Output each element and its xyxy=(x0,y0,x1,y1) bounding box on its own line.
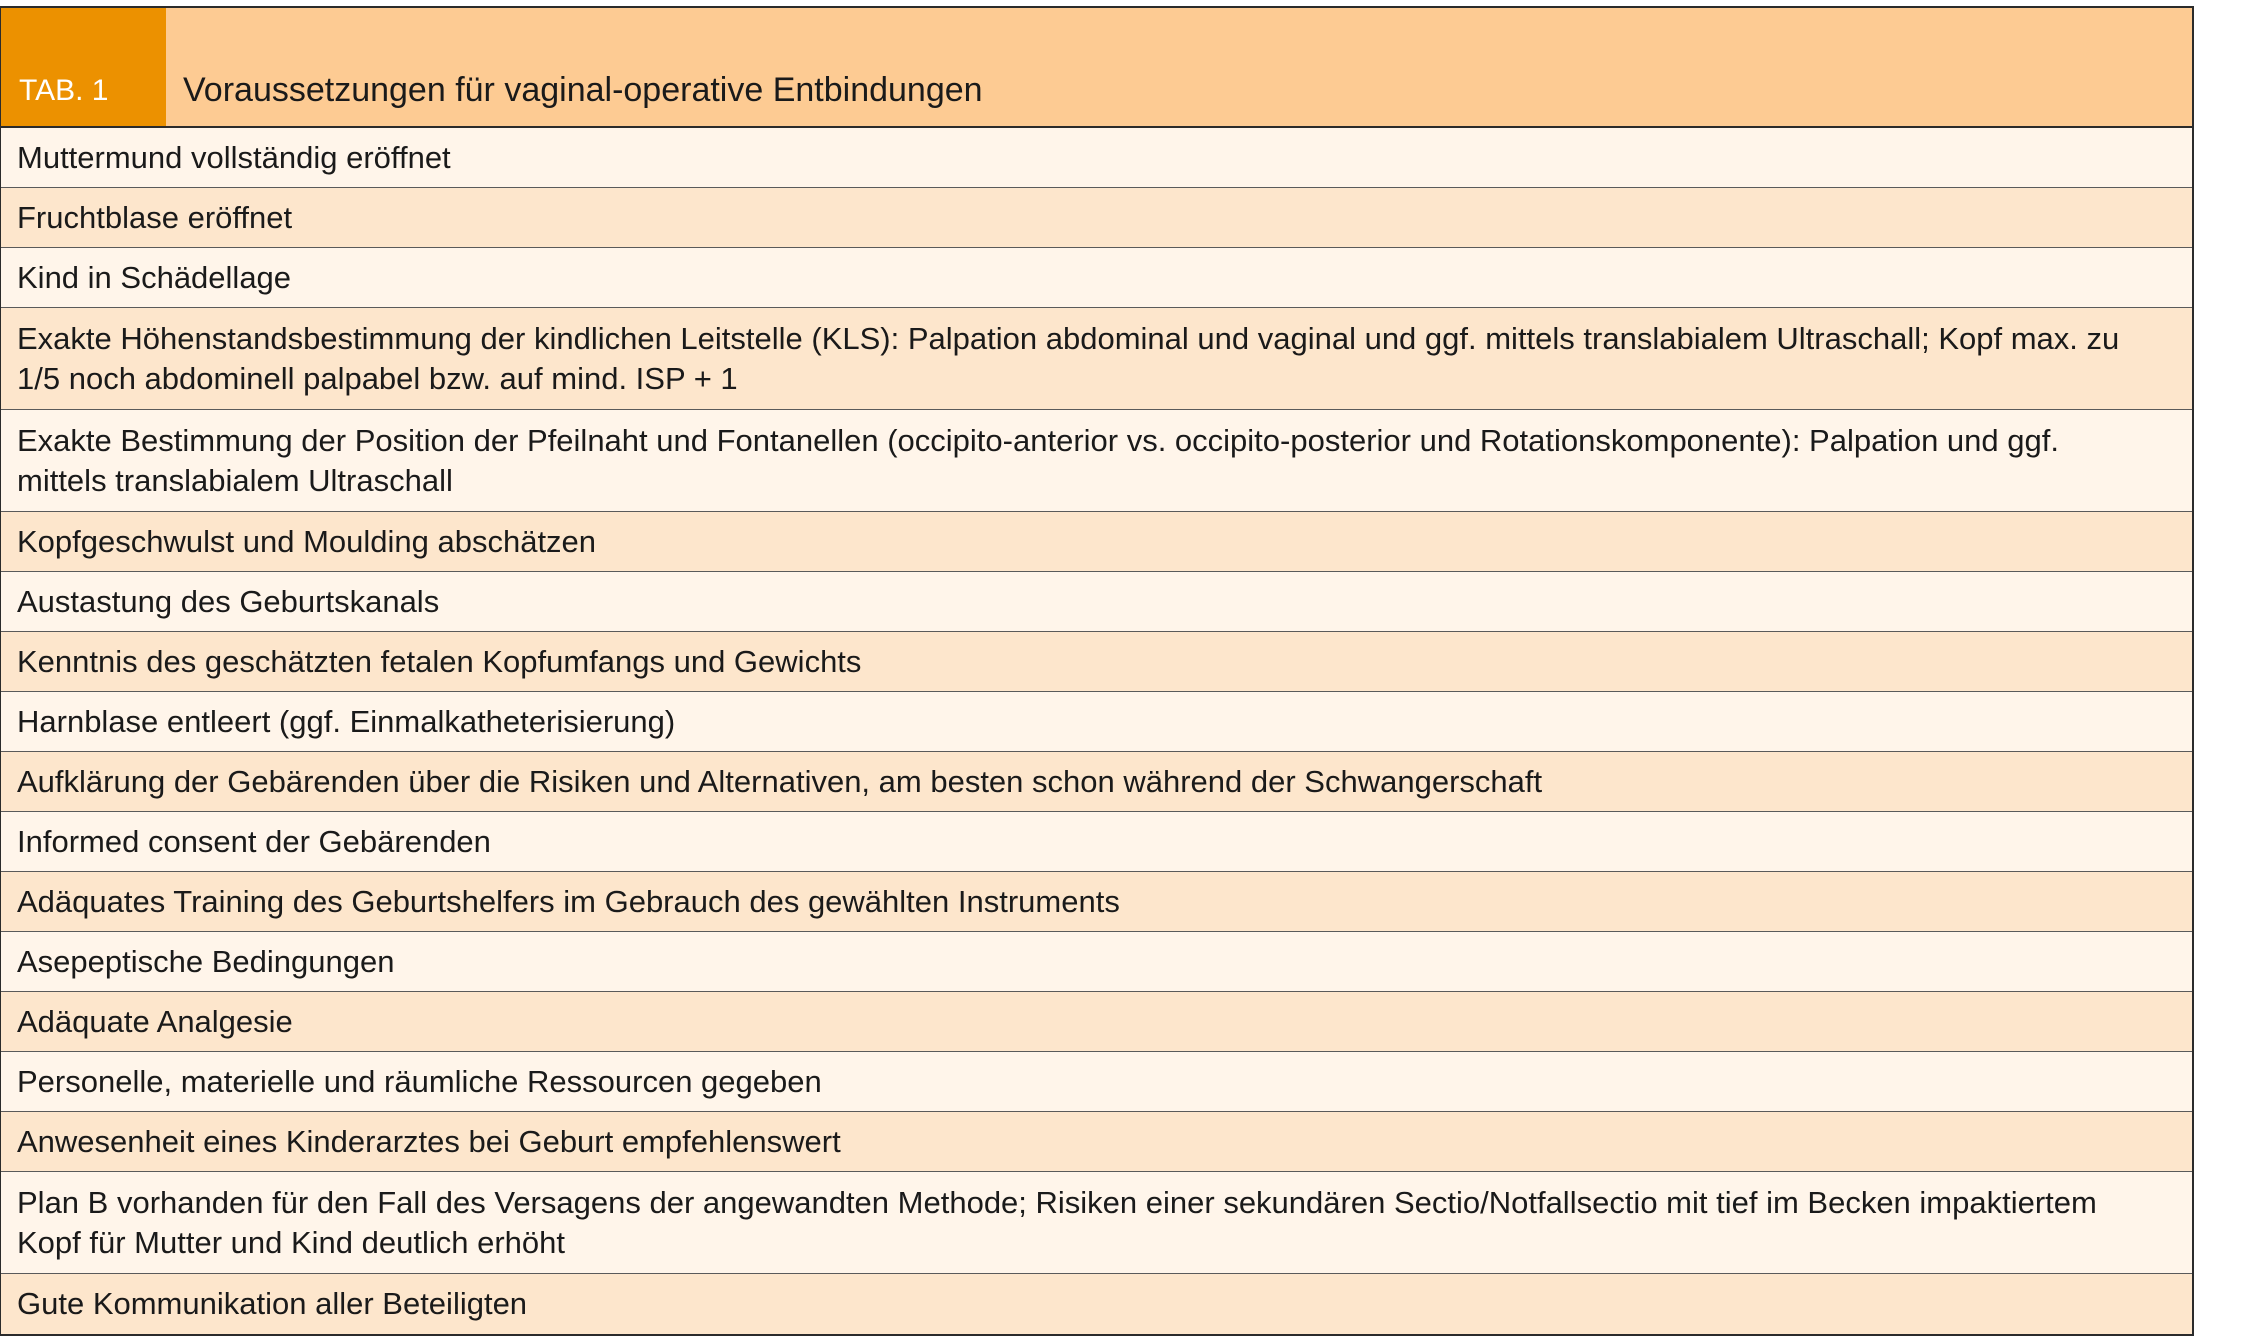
row-text: Muttermund vollständig eröffnet xyxy=(17,139,451,175)
row-text: Harnblase entleert (ggf. Einmalkatheterisierung) xyxy=(17,703,676,739)
table-header xyxy=(1,8,2192,128)
requirements-table xyxy=(0,6,2194,1336)
table-row xyxy=(1,128,2192,188)
row-text: Fruchtblase eröffnet xyxy=(17,199,293,235)
row-text: Adäquate Analgesie xyxy=(17,1003,293,1039)
table-row xyxy=(1,992,2192,1052)
row-text: Informed consent der Gebärenden xyxy=(17,823,491,859)
row-text: Aufklärung der Gebärenden über die Risiken und Alternativen, am besten schon während der Schwangerschaft xyxy=(17,763,1543,799)
table-row xyxy=(1,572,2192,632)
row-text: Exakte Bestimmung der Position der Pfeilnaht und Fontanellen (occipito-anterior vs. occipito-posterior und Rotationskomponente): Palpation und ggf. mittels translabialem Ultraschall xyxy=(17,422,2059,498)
row-text: Kind in Schädellage xyxy=(17,259,292,295)
table-row xyxy=(1,1052,2192,1112)
table-row xyxy=(1,188,2192,248)
table-row xyxy=(1,932,2192,992)
table-row xyxy=(1,1112,2192,1172)
row-text: Kenntnis des geschätzten fetalen Kopfumfangs und Gewichts xyxy=(17,643,862,679)
row-text: Anwesenheit eines Kinderarztes bei Geburt empfehlenswert xyxy=(17,1123,841,1159)
table-row xyxy=(1,692,2192,752)
table-row xyxy=(1,308,2192,410)
table-row xyxy=(1,248,2192,308)
row-text: Austastung des Geburtskanals xyxy=(17,583,440,619)
table-row xyxy=(1,632,2192,692)
row-text: Gute Kommunikation aller Beteiligten xyxy=(17,1286,528,1321)
row-text: Asepeptische Bedingungen xyxy=(17,943,395,979)
table-title: Voraussetzungen für vaginal-operative Entbindungen xyxy=(183,71,983,109)
row-text: Adäquates Training des Geburtshelfers im Gebrauch des gewählten Instruments xyxy=(17,883,1120,919)
row-text: Exakte Höhenstandsbestimmung der kindlichen Leitstelle (KLS): Palpation abdominal und vaginal und ggf. mittels translabialem Ultraschall; Kopf max. zu 1/5 noch abdominell palpabel bzw. auf mind. ISP + 1 xyxy=(17,320,2120,396)
table-row xyxy=(1,410,2192,512)
table-row xyxy=(1,512,2192,572)
row-text: Plan B vorhanden für den Fall des Versagens der angewandten Methode; Risiken einer sekundären Sectio/Notfallsectio mit tief im Becken impaktiertem Kopf für Mutter und Kind deutlich erhöht xyxy=(17,1184,2097,1260)
table-number-label: TAB. 1 xyxy=(1,8,166,126)
table-row xyxy=(1,752,2192,812)
row-text: Personelle, materielle und räumliche Ressourcen gegeben xyxy=(17,1063,822,1099)
table-row xyxy=(1,872,2192,932)
table-row xyxy=(1,1172,2192,1274)
row-text: Kopfgeschwulst und Moulding abschätzen xyxy=(17,523,597,559)
table-row xyxy=(1,812,2192,872)
table-row xyxy=(1,1274,2192,1334)
